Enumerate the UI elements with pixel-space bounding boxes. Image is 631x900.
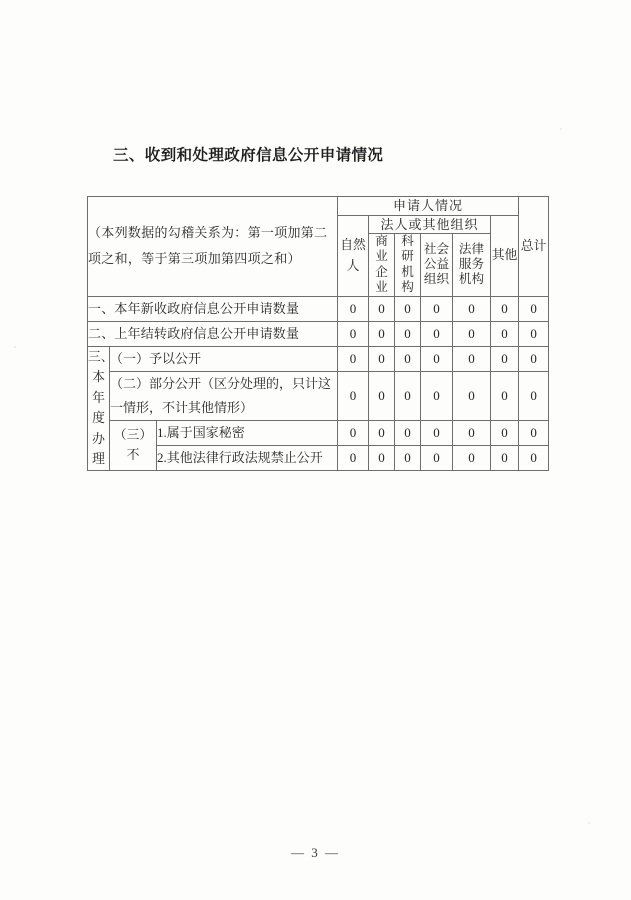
government-info-disclosure-table [87, 196, 549, 471]
table-row [88, 371, 549, 420]
note-cell: （本列数据的勾稽关系为：第一项加第二项之和，等于第三项加第四项之和） [88, 197, 338, 297]
cell-value: 0 [519, 321, 549, 346]
cell-value: 0 [395, 371, 421, 420]
row-label-carried-over-applications: 二、上年结转政府信息公开申请数量 [88, 321, 338, 346]
table-row [88, 321, 549, 346]
cell-value: 0 [453, 420, 491, 445]
header-column-other-label: 其他 [491, 248, 518, 263]
cell-value: 0 [338, 346, 369, 371]
row-label-disclosed: （一）予以公开 [110, 346, 338, 371]
cell-value: 0 [369, 296, 395, 321]
cell-value: 0 [369, 346, 395, 371]
section-heading: 三、收到和处理政府信息公开申请情况 [113, 147, 384, 164]
row-label-partially-disclosed: （二）部分公开（区分处理的，只计这一情形，不计其他情形） [110, 371, 338, 420]
cell-value: 0 [491, 346, 519, 371]
cell-value: 0 [395, 445, 421, 470]
cell-value: 0 [453, 371, 491, 420]
cell-value: 0 [421, 321, 453, 346]
header-column-social-welfare-org-label: 社会公益组织 [423, 241, 450, 287]
cell-value: 0 [338, 371, 369, 420]
header-column-legal-service-org-label: 法律服务机构 [458, 241, 485, 287]
header-column-natural-person-label: 自然人 [340, 238, 366, 273]
header-group-applicant: 申请人情况 [338, 197, 519, 216]
cell-value: 0 [491, 445, 519, 470]
header-column-legal-service-org [453, 234, 491, 296]
cell-value: 0 [338, 321, 369, 346]
cell-value: 0 [369, 371, 395, 420]
header-column-commercial-enterprise-label: 商业企业 [375, 234, 388, 295]
cell-value: 0 [453, 445, 491, 470]
scan-speckle [560, 128, 562, 130]
cell-value: 0 [395, 296, 421, 321]
table-header-row-group-applicant [88, 197, 549, 216]
cell-value: 0 [421, 420, 453, 445]
header-column-total [519, 197, 549, 297]
cell-value: 0 [519, 371, 549, 420]
cell-value: 0 [519, 296, 549, 321]
cell-value: 0 [519, 346, 549, 371]
scan-speckle [588, 822, 590, 824]
cell-value: 0 [491, 371, 519, 420]
cell-value: 0 [338, 296, 369, 321]
cell-value: 0 [338, 420, 369, 445]
cell-value: 0 [369, 445, 395, 470]
table-row [88, 296, 549, 321]
cell-value: 0 [421, 371, 453, 420]
table-row [88, 420, 549, 445]
scan-speckle [14, 346, 16, 348]
cell-value: 0 [491, 321, 519, 346]
cell-value: 0 [395, 321, 421, 346]
cell-value: 0 [453, 346, 491, 371]
header-column-total-label: 总计 [520, 239, 547, 254]
cell-value: 0 [453, 296, 491, 321]
row-group-label-current-year-handling [88, 346, 114, 470]
cell-value: 0 [338, 445, 369, 470]
page-number: — 3 — [291, 845, 340, 860]
header-group-legal-person: 法人或其他组织 [369, 215, 491, 234]
header-column-other [491, 215, 519, 296]
header-column-natural-person [338, 215, 369, 296]
cell-value: 0 [421, 346, 453, 371]
cell-value: 0 [491, 420, 519, 445]
header-column-social-welfare-org [421, 234, 453, 296]
cell-value: 0 [395, 420, 421, 445]
row-group-label-text: 三、本年度办理 [88, 349, 114, 467]
row-subgroup-label-text: （三）不 [113, 427, 153, 463]
cell-value: 0 [421, 296, 453, 321]
cell-value: 0 [369, 321, 395, 346]
table-row [88, 445, 549, 470]
table-row [88, 346, 549, 371]
cell-value: 0 [519, 420, 549, 445]
cell-value: 0 [491, 296, 519, 321]
row-subgroup-label-not-disclosed [110, 420, 157, 470]
header-column-research-institution [395, 234, 421, 296]
cell-value: 0 [421, 445, 453, 470]
cell-value: 0 [453, 321, 491, 346]
row-label-other-law-prohibited: 2.其他法律行政法规禁止公开 [157, 445, 338, 470]
row-label-new-applications: 一、本年新收政府信息公开申请数量 [88, 296, 338, 321]
cell-value: 0 [395, 346, 421, 371]
cell-value: 0 [519, 445, 549, 470]
header-column-research-institution-label: 科研机构 [401, 234, 414, 295]
row-label-state-secret: 1.属于国家秘密 [157, 420, 338, 445]
header-column-commercial-enterprise [369, 234, 395, 296]
cell-value: 0 [369, 420, 395, 445]
